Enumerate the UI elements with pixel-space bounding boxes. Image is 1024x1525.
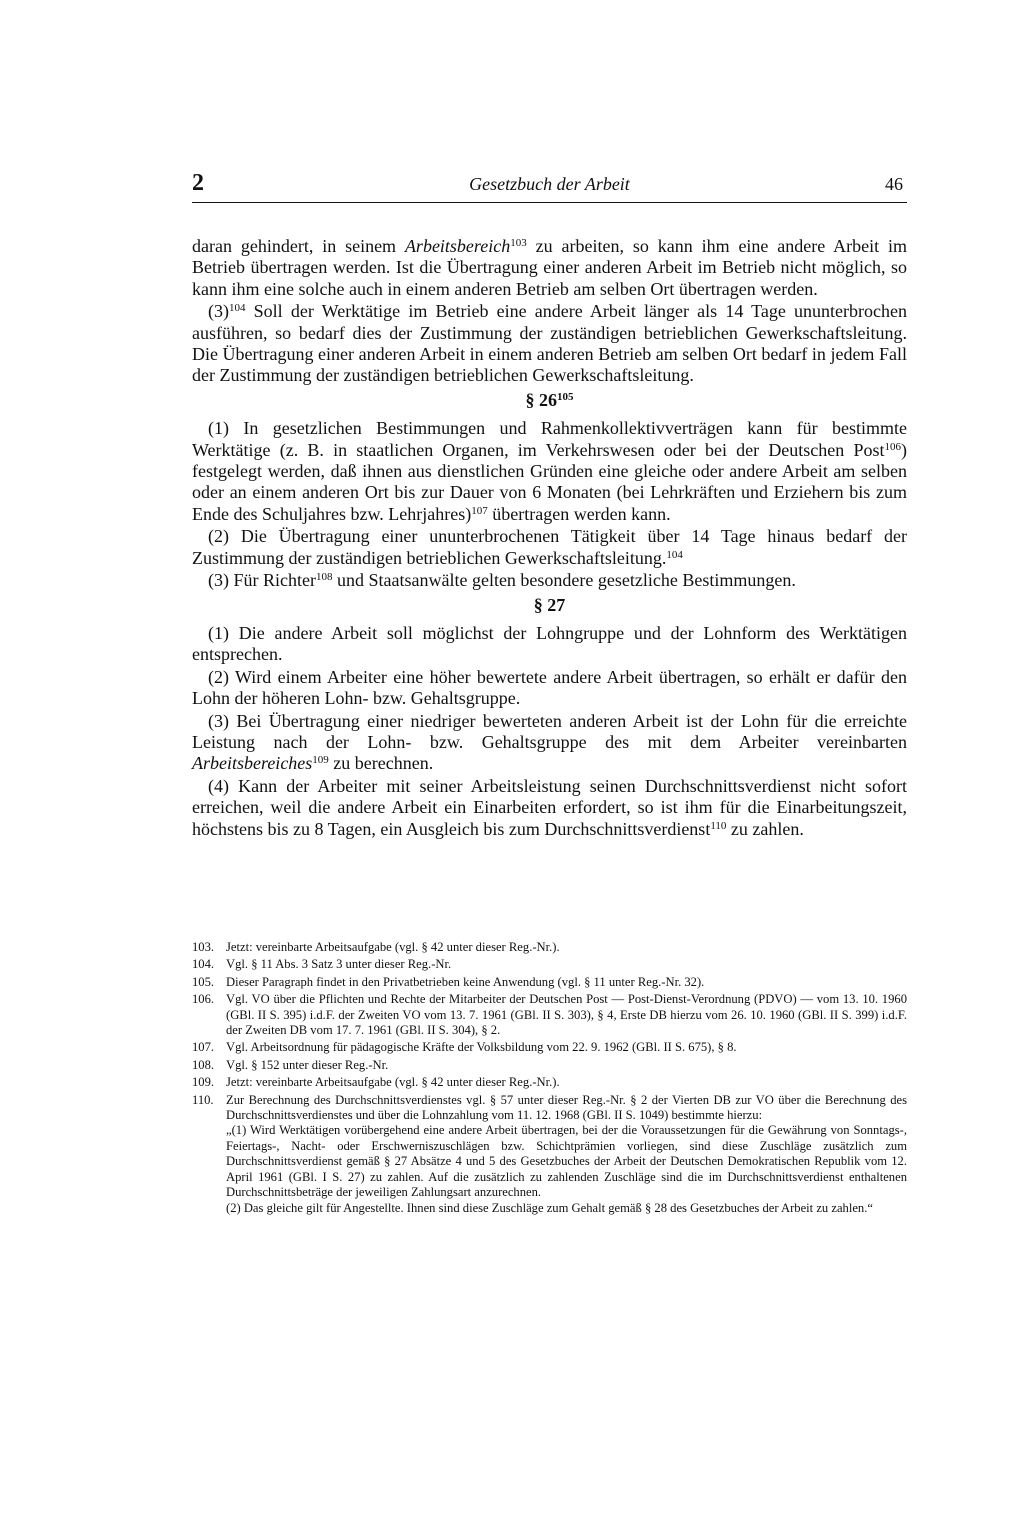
quoted-regulation-2: (2) Das gleiche gilt für Angestellte. Ihnen sind diese Zuschläge zum Gehalt gemäß § 28 des Gesetzbuches der Arbeit zu zahlen.“ — [226, 1200, 873, 1215]
paragraph-3: $(3)^{104}$ Soll der Werktätige im Betrieb eine andere Arbeit länger als 14 Tage ununterbrochen ausführen, so bedarf dies der Zustimmung der zuständigen betrieblichen Gewerkschaftsleitung. Die Übertragung einer anderen Arbeit in einem anderen Betrieb am selben Ort bedarf in jedem Fall der Zustimmung der zuständigen betrieblichen Gewerkschaftsleitung. — [192, 301, 907, 386]
footnote-text: Zur Berechnung des Durchschnittsverdienstes vgl. § 57 unter dieser Reg.-Nr. § 2 der Vierten DB zur VO über die Berechnung des Durchschnittsverdienstes und über die Lohnzahlung vom 11. 12. 1968 (GBl. II S. 1049) bestimmte hierzu: — [226, 1092, 907, 1123]
footnote-item: 106. Vgl. VO über die Pflichten und Rechte der Mitarbeiter der Deutschen Post — Post-Dienst-Verordnung (PDVO) — vom 13. 10. 1960 (GBl. II S. 395) i.d.F. der Zweiten VO vom 13. 7. 1961 (GBl. II S. 303), § 4, Erste DB hierzu vom 26. 10. 1960 (GBl. II S. 399) i.d.F. der Zweiten DB vom 17. 7. 1961 (GBl. II S. 304), § 2. — [192, 992, 907, 1038]
footnote-item: 103. Jetzt: vereinbarte Arbeitsaufgabe (vgl. § 42 unter dieser Reg.-Nr.). — [192, 940, 560, 954]
page-header — [192, 170, 907, 203]
running-title: Gesetzbuch der Arbeit — [469, 174, 630, 194]
footnote-item: 109. Jetzt: vereinbarte Arbeitsaufgabe (vgl. § 42 unter dieser Reg.-Nr.). — [192, 1075, 560, 1090]
s26-paragraph-1: (1) In gesetzlichen Bestimmungen und Rahmenkollektivverträgen kann für bestimmte Werktätige (z. B. in staatlichen Organen, im Verkehrswesen oder bei der Deutschen Post$^{106}$) festgelegt werden, daß ihnen aus dienstlichen Gründen eine gleiche oder andere Arbeit am selben oder an einem anderen Ort bis zur Dauer von 6 Monaten (bei Lehrkräften und Erziehern bis zum Ende des Schuljahres bzw. Lehrjahres)$^{107}$ übertragen werden kann. — [192, 418, 907, 524]
s27-paragraph-1: (1) Die andere Arbeit soll möglichst der Lohngruppe und der Lohnform des Werktätigen entsprechen. — [192, 622, 907, 665]
quoted-regulation-1: „(1) Wird Werktätigen vorübergehend eine andere Arbeit übertragen, bei der die Voraussetzungen für die Gewährung von Sonntags-, Feiertags-, Nacht- oder Erschwerniszuschlägen bzw. Schichtprämien vorliegen, sind diese Zuschläge zusätzlich zum Durchschnittsverdienst gemäß § 27 Absätze 4 und 5 des Gesetzbuches der Arbeit der Deutschen Demokratischen Republik vom 12. April 1961 (GBl. I S. 27) zu zahlen. Auf die zusätzlich zu zahlenden Zuschläge sind die im Durchschnittsverdienst enthaltenen Durchschnittsbeträge der jeweiligen Zahlungsart anzurechnen. — [226, 1123, 907, 1200]
footnote-item: 110. Zur Berechnung des Durchschnittsverdienstes vgl. § 57 unter dieser Reg.-Nr. § 2 der Vierten DB zur VO über die Berechnung des Durchschnittsverdienstes und über die Lohnzahlung vom 11. 12. 1968 (GBl. II S. 1049) bestimmte hierzu: „(1) Wird Werktätigen vorübergehend eine andere Arbeit übertragen, bei der die Voraussetzungen für die Gewährung von Sonntags-, Feiertags-, Nacht- oder Erschwerniszuschlägen bzw. Schichtprämien vorliegen, sind diese Zuschläge zusätzlich zum Durchschnittsverdienst gemäß § 27 Absätze 4 und 5 des Gesetzbuches der Arbeit der Deutschen Demokratischen Republik vom 12. April 1961 (GBl. I S. 27) zu zahlen. Auf die zusätzlich zu zahlenden Zuschläge sind die im Durchschnittsverdienst enthaltenen Durchschnittsbeträge der jeweiligen Zahlungsart anzurechnen. (2) Das gleiche gilt für Angestellte. Ihnen sind diese Zuschläge zum Gehalt gemäß § 28 des Gesetzbuches der Arbeit zu zahlen.“ — [192, 1092, 907, 1215]
footnotes — [192, 940, 907, 1218]
s26-paragraph-2: (2) Die Übertragung einer ununterbrochenen Tätigkeit über 14 Tage hinaus bedarf der Zustimmung der zuständigen betrieblichen Gewerkschaftsleitung.$^{104}$ — [192, 526, 907, 568]
s27-paragraph-4: (4) Kann der Arbeiter mit seiner Arbeitsleistung seinen Durchschnittsverdienst nicht sofort erreichen, weil die andere Arbeit ein Einarbeiten erfordert, so ist ihm für die Einarbeitungszeit, höchstens bis zu 8 Tagen, ein Ausgleich bis zum Durchschnittsverdienst$^{110}$ zu zahlen. — [192, 775, 907, 839]
section-27-heading: § 27 — [533, 594, 566, 615]
footnote-item: 107. Vgl. Arbeitsordnung für pädagogische Kräfte der Volksbildung vom 22. 9. 1962 (GBl. II S. 675), § 8. — [192, 1040, 737, 1055]
footnote-ref: 109 — [312, 754, 329, 767]
footnote-ref: 108 — [315, 571, 333, 584]
section-26-heading: § $26^{105}$ — [525, 389, 574, 410]
paragraph-continuation: daran gehindert, in seinem Arbeitsbereich$^{103}$ zu arbeiten, so kann ihm eine andere Arbeit im Betrieb übertragen werden. Ist die Übertragung einer anderen Arbeit im Betrieb nicht möglich, so kann ihm eine solche auch in einem anderen Betrieb am selben Ort übertragen werden. — [192, 236, 907, 299]
footnote-ref: 105 — [557, 390, 574, 403]
footnote-ref: 107 — [471, 504, 488, 517]
footnote-item: 104. Vgl. § 11 Abs. 3 Satz 3 unter dieser Reg.-Nr. — [192, 957, 452, 972]
footnote-item: 108. Vgl. § 152 unter dieser Reg.-Nr. — [192, 1057, 389, 1072]
footnote-ref: 106 — [884, 440, 901, 453]
footnote-ref: 110 — [710, 819, 727, 832]
s27-paragraph-2: (2) Wird einem Arbeiter eine höher bewertete andere Arbeit übertragen, so erhält er dafür den Lohn der höheren Lohn- bzw. Gehaltsgruppe. — [192, 666, 907, 709]
chapter-number: 2 — [192, 170, 204, 196]
body-text — [192, 236, 907, 841]
s27-paragraph-3: (3) Bei Übertragung einer niedriger bewerteten anderen Arbeit ist der Lohn für die erreichte Leistung nach der Lohn- bzw. Gehaltsgruppe des mit dem Arbeiter vereinbarten Arbeitsbereiches$^{109}$ zu berechnen. — [192, 710, 907, 774]
footnote-ref: 104 — [229, 302, 246, 315]
page-number: 46 — [885, 174, 903, 194]
footnote-ref: 103 — [510, 237, 527, 249]
s26-paragraph-3: (3) Für Richter$^{108}$ und Staatsanwälte gelten besondere gesetzliche Bestimmungen. — [208, 570, 796, 591]
footnote-ref: 104 — [666, 548, 683, 561]
footnote-item: 105. Dieser Paragraph findet in den Privatbetrieben keine Anwendung (vgl. § 11 unter Reg.-Nr. 32). — [192, 974, 705, 989]
